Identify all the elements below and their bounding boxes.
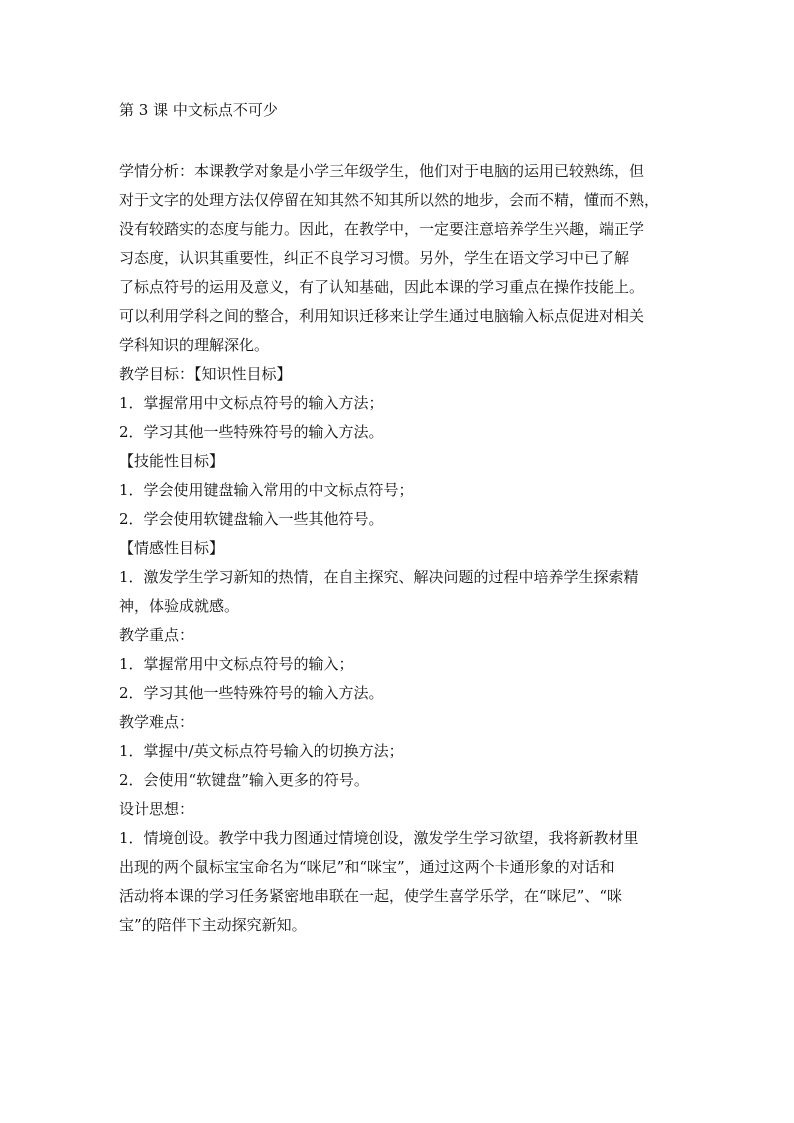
list-item: 1．掌握常用中文标点符号的输入； bbox=[119, 655, 354, 673]
list-item: 1．激发学生学习新知的热情，在自主探究、解决问题的过程中培养学生探索精 bbox=[119, 568, 639, 586]
list-item: 1．掌握中/英文标点符号输入的切换方法； bbox=[119, 742, 404, 760]
text-line: 学科知识的理解深化。 bbox=[119, 336, 270, 354]
text-line: 习态度，认识其重要性，纠正不良学习习惯。另外，学生在语文学习中已了解 bbox=[119, 249, 630, 267]
text-line: 可以利用学科之间的整合，利用知识迁移来让学生通过电脑输入标点促进对相关 bbox=[119, 307, 645, 325]
list-item: 1．学会使用键盘输入常用的中文标点符号； bbox=[119, 481, 414, 499]
list-item: 1．情境创设。教学中我力图通过情境创设，激发学生学习欲望，我将新教材里 bbox=[119, 829, 639, 847]
list-item: 2．学习其他一些特殊符号的输入方法。 bbox=[119, 423, 384, 441]
text-line: 宝”的陪伴下主动探究新知。 bbox=[119, 916, 307, 934]
text-line: 了标点符号的运用及意义，有了认知基础，因此本课的学习重点在操作技能上。 bbox=[119, 278, 645, 296]
section-heading-design: 设计思想： bbox=[119, 800, 195, 818]
list-item: 2．学会使用软键盘输入一些其他符号。 bbox=[119, 510, 384, 528]
text-line: 学情分析：本课教学对象是小学三年级学生，他们对于电脑的运用已较熟练，但 bbox=[119, 162, 645, 180]
lesson-title: 第 3 课 中文标点不可少 bbox=[119, 101, 278, 119]
section-heading-key-points: 教学重点： bbox=[119, 626, 195, 644]
list-item: 2．学习其他一些特殊符号的输入方法。 bbox=[119, 684, 384, 702]
text-line: 对于文字的处理方法仅停留在知其然不知其所以然的地步，会而不精，懂而不熟， bbox=[119, 191, 660, 209]
document-body bbox=[119, 157, 679, 940]
subsection-heading-emotion: 【情感性目标】 bbox=[119, 539, 225, 557]
text-line: 神，体验成就感。 bbox=[119, 597, 240, 615]
text-line: 出现的两个鼠标宝宝命名为“咪尼”和“咪宝”，通过这两个卡通形象的对话和 bbox=[119, 858, 615, 876]
section-heading-objectives: 教学目标：【知识性目标】 bbox=[119, 365, 292, 383]
text-line: 没有较踏实的态度与能力。因此，在教学中，一定要注意培养学生兴趣，端正学 bbox=[119, 220, 645, 238]
subsection-heading-skills: 【技能性目标】 bbox=[119, 452, 225, 470]
list-item: 1．掌握常用中文标点符号的输入方法； bbox=[119, 394, 384, 412]
section-heading-difficulties: 教学难点： bbox=[119, 713, 195, 731]
list-item: 2．会使用“软键盘”输入更多的符号。 bbox=[119, 771, 369, 789]
text-line: 活动将本课的学习任务紧密地串联在一起，使学生喜学乐学，在“咪尼”、“咪 bbox=[119, 887, 623, 905]
